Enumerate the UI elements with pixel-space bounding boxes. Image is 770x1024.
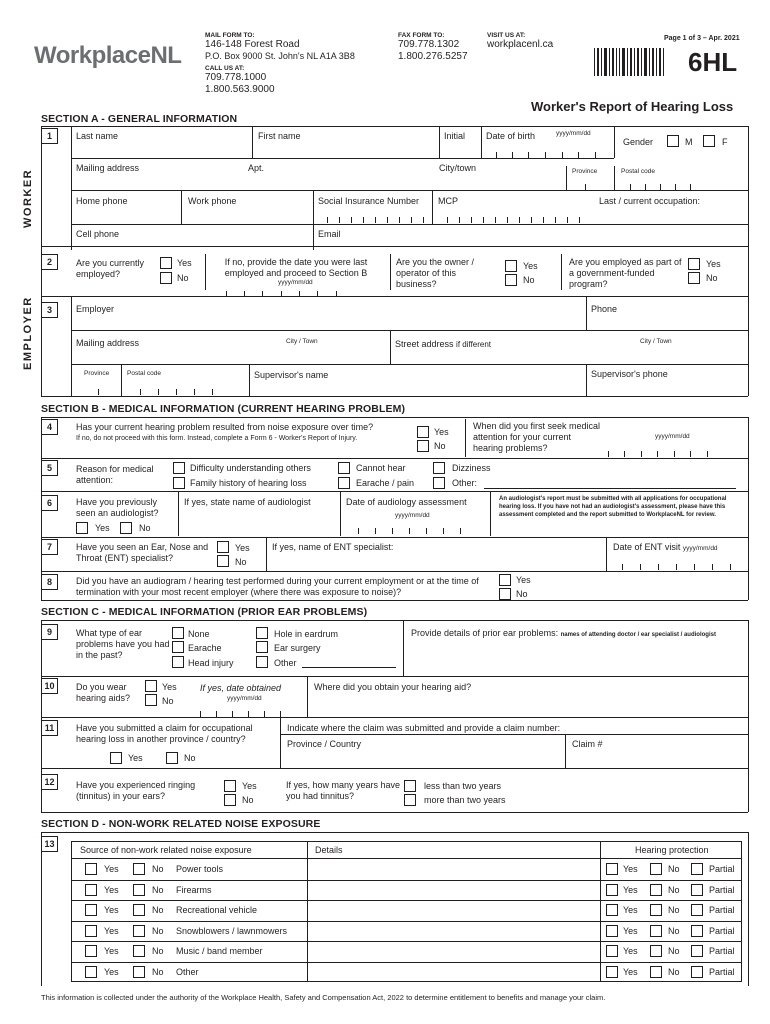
call-phone2: 1.800.563.9000: [205, 84, 275, 95]
noise-no-checkbox[interactable]: [417, 440, 429, 452]
first-seek-question: When did you first seek medical attention for your current hearing problems?: [473, 421, 601, 453]
protection-no-label: No: [668, 905, 680, 915]
protection-no-checkbox[interactable]: [650, 904, 662, 916]
claim-number-label: Claim #: [572, 739, 603, 749]
exposure-source-label: Snowblowers / lawnmowers: [176, 926, 288, 936]
hearing-aid-where-label: Where did you obtain your hearing aid?: [314, 682, 472, 692]
work-phone-label: Work phone: [188, 196, 237, 206]
hearing-aids-no-label: No: [162, 696, 174, 706]
question-7-number: 7: [41, 539, 58, 555]
hearing-aids-yes-checkbox[interactable]: [145, 680, 157, 692]
audiologist-no-checkbox[interactable]: [120, 522, 132, 534]
last-name-label: Last name: [76, 131, 119, 141]
employer-mailing-label: Mailing address: [76, 338, 140, 348]
employer-phone-label: Phone: [591, 304, 618, 314]
other-claim-question: Have you submitted a claim for occupational hearing loss in another province / country?: [76, 723, 253, 744]
tinnitus-less-checkbox[interactable]: [404, 780, 416, 792]
reason-family-checkbox[interactable]: [173, 477, 185, 489]
employed-no-label: No: [177, 273, 189, 283]
govt-no-label: No: [706, 273, 718, 283]
prior-hole-checkbox[interactable]: [256, 627, 268, 639]
hearing-aids-no-checkbox[interactable]: [145, 694, 157, 706]
section-d-title: SECTION D - NON-WORK RELATED NOISE EXPOSURE: [41, 818, 321, 830]
exposure-source-label: Other: [176, 967, 199, 977]
reason-difficulty-checkbox[interactable]: [173, 462, 185, 474]
employer-city-label: City / Town: [286, 338, 318, 345]
exposure-no-label: No: [152, 905, 164, 915]
exposure-source-label: Music / band member: [176, 946, 263, 956]
noise-exposure-question: Has your current hearing problem resulted from noise exposure over time?: [76, 422, 374, 432]
exposure-no-label: No: [152, 885, 164, 895]
employed-question: Are you currently employed?: [76, 258, 145, 279]
protection-partial-label: Partial: [709, 885, 735, 895]
protection-partial-label: Partial: [709, 905, 735, 915]
footer-statement: This information is collected under the authority of the Workplace Health, Safety and Compensation Act, 2022 to determine entitlement to benefits and manage your claim.: [41, 993, 606, 1002]
employer-side-label: EMPLOYER: [22, 296, 34, 370]
exposure-no-checkbox[interactable]: [133, 884, 145, 896]
protection-yes-label: Yes: [623, 946, 638, 956]
prior-hole-label: Hole in eardrum: [274, 629, 339, 639]
question-1-number: 1: [41, 128, 58, 144]
exposure-yes-checkbox[interactable]: [85, 966, 97, 978]
ent-no-checkbox[interactable]: [217, 555, 229, 567]
email-label: Email: [318, 229, 341, 239]
protection-yes-checkbox[interactable]: [606, 925, 618, 937]
protection-yes-label: Yes: [623, 885, 638, 895]
protection-no-checkbox[interactable]: [650, 863, 662, 875]
last-employed-date-format: yyyy/mm/dd: [278, 279, 313, 286]
question-10-number: 10: [41, 678, 58, 694]
prior-head-injury-checkbox[interactable]: [172, 656, 184, 668]
exposure-no-label: No: [152, 946, 164, 956]
dob-label: Date of birth: [486, 131, 536, 141]
reason-dizziness-checkbox[interactable]: [433, 462, 445, 474]
audiogram-yes-checkbox[interactable]: [499, 574, 511, 586]
employer-label: Employer: [76, 304, 115, 314]
question-3-number: 3: [41, 302, 58, 318]
tinnitus-no-label: No: [242, 795, 254, 805]
reason-earache-checkbox[interactable]: [338, 477, 350, 489]
ent-question: Have you seen an Ear, Nose and Throat (ENT) specialist?: [76, 542, 209, 563]
employer-province-label: Province: [84, 370, 110, 377]
other-claim-no-checkbox[interactable]: [166, 752, 178, 764]
audiologist-name-label: If yes, state name of audiologist: [184, 497, 311, 507]
exposure-yes-checkbox[interactable]: [85, 945, 97, 957]
fax-phone1: 709.778.1302: [398, 39, 460, 50]
tinnitus-no-checkbox[interactable]: [224, 794, 236, 806]
gender-male-checkbox[interactable]: [667, 135, 679, 147]
question-4-number: 4: [41, 419, 58, 435]
province-label: Province: [572, 168, 598, 175]
protection-no-label: No: [668, 885, 680, 895]
govt-yes-label: Yes: [706, 259, 721, 269]
prior-surgery-checkbox[interactable]: [256, 641, 268, 653]
street-city-label: City / Town: [640, 338, 672, 345]
sin-label: Social Insurance Number: [318, 196, 420, 206]
prior-other-label: Other: [274, 658, 297, 668]
ent-yes-label: Yes: [235, 543, 250, 553]
protection-yes-checkbox[interactable]: [606, 884, 618, 896]
exposure-yes-label: Yes: [104, 946, 119, 956]
exposure-no-label: No: [152, 967, 164, 977]
dob-format: yyyy/mm/dd: [556, 130, 591, 137]
first-seek-date-format: yyyy/mm/dd: [655, 433, 690, 440]
reason-cannot-hear-label: Cannot hear: [356, 463, 406, 473]
mail-label: MAIL FORM TO:: [205, 32, 255, 39]
govt-program-question: Are you employed as part of a government-funded program?: [569, 257, 682, 289]
protection-partial-label: Partial: [709, 967, 735, 977]
apt-label: Apt.: [248, 163, 265, 173]
exposure-no-checkbox[interactable]: [133, 945, 145, 957]
ent-no-label: No: [235, 557, 247, 567]
reason-other-label: Other:: [452, 478, 478, 488]
exposure-source-label: Firearms: [176, 885, 212, 895]
exposure-yes-label: Yes: [104, 905, 119, 915]
section-b-title: SECTION B - MEDICAL INFORMATION (CURRENT HEARING PROBLEM): [41, 403, 406, 415]
first-name-label: First name: [258, 131, 301, 141]
audiogram-no-label: No: [516, 589, 528, 599]
noise-yes-checkbox[interactable]: [417, 426, 429, 438]
question-13-number: 13: [41, 836, 58, 852]
tinnitus-yes-checkbox[interactable]: [224, 780, 236, 792]
ent-name-label: If yes, name of ENT specialist:: [272, 542, 394, 552]
reason-dizziness-label: Dizziness: [452, 463, 491, 473]
protection-partial-checkbox[interactable]: [691, 904, 703, 916]
protection-no-checkbox[interactable]: [650, 966, 662, 978]
employed-no-checkbox[interactable]: [160, 272, 172, 284]
protection-no-label: No: [668, 967, 680, 977]
owner-no-label: No: [523, 275, 535, 285]
exposure-no-checkbox[interactable]: [133, 904, 145, 916]
protection-yes-label: Yes: [623, 905, 638, 915]
barcode-icon: [594, 48, 664, 76]
owner-no-checkbox[interactable]: [505, 274, 517, 286]
supervisor-name-label: Supervisor's name: [254, 370, 329, 380]
exposure-yes-checkbox[interactable]: [85, 884, 97, 896]
exposure-details-field[interactable]: [308, 963, 599, 981]
logo: WorkplaceNL: [34, 42, 182, 69]
protection-partial-checkbox[interactable]: [691, 863, 703, 875]
ent-yes-checkbox[interactable]: [217, 541, 229, 553]
visit-url[interactable]: workplacenl.ca: [487, 39, 554, 50]
col-source-header: Source of non-work related noise exposure: [80, 845, 252, 855]
audiologist-no-label: No: [139, 523, 151, 533]
initial-label: Initial: [444, 131, 466, 141]
audiology-date-format: yyyy/mm/dd: [395, 512, 430, 519]
mailing-address-label: Mailing address: [76, 163, 140, 173]
owner-yes-label: Yes: [523, 261, 538, 271]
gender-label: Gender: [623, 137, 654, 147]
exposure-details-field[interactable]: [308, 901, 599, 919]
fax-phone2: 1.800.276.5257: [398, 51, 468, 62]
protection-yes-label: Yes: [623, 926, 638, 936]
mail-line2: P.O. Box 9000 St. John's NL A1A 3B8: [205, 51, 355, 61]
gender-female-checkbox[interactable]: [703, 135, 715, 147]
exposure-yes-label: Yes: [104, 864, 119, 874]
exposure-details-field[interactable]: [308, 860, 599, 878]
prior-ear-question: What type of ear problems have you had in the past?: [76, 628, 170, 660]
tinnitus-question: Have you experienced ringing (tinnitus) in your ears?: [76, 780, 196, 801]
form-code: 6HL: [688, 47, 738, 77]
exposure-source-label: Power tools: [176, 864, 224, 874]
prior-surgery-label: Ear surgery: [274, 643, 321, 653]
owner-yes-checkbox[interactable]: [505, 260, 517, 272]
protection-partial-label: Partial: [709, 864, 735, 874]
protection-no-checkbox[interactable]: [650, 925, 662, 937]
noise-yes-label: Yes: [434, 427, 449, 437]
question-5-number: 5: [41, 460, 58, 476]
protection-partial-checkbox[interactable]: [691, 884, 703, 896]
protection-no-checkbox[interactable]: [650, 945, 662, 957]
audiologist-yes-label: Yes: [95, 523, 110, 533]
employed-yes-checkbox[interactable]: [160, 257, 172, 269]
reason-earache-label: Earache / pain: [356, 478, 415, 488]
home-phone-label: Home phone: [76, 196, 128, 206]
exposure-no-checkbox[interactable]: [133, 925, 145, 937]
exposure-details-field[interactable]: [308, 881, 599, 899]
exposure-yes-checkbox[interactable]: [85, 863, 97, 875]
tinnitus-less-label: less than two years: [424, 781, 502, 791]
exposure-yes-checkbox[interactable]: [85, 904, 97, 916]
reason-cannot-hear-checkbox[interactable]: [338, 462, 350, 474]
protection-yes-checkbox[interactable]: [606, 863, 618, 875]
protection-yes-checkbox[interactable]: [606, 904, 618, 916]
fax-label: FAX FORM TO:: [398, 32, 445, 39]
audiologist-report-note: An audiologist's report must be submitted with all applications for occupational hearing loss. If you have not had an audiologist's assessment, please have this assessment completed and the report submitted to WorkplaceNL for review.: [499, 496, 727, 518]
tinnitus-more-checkbox[interactable]: [404, 794, 416, 806]
other-claim-no-label: No: [184, 753, 196, 763]
protection-yes-checkbox[interactable]: [606, 945, 618, 957]
protection-yes-checkbox[interactable]: [606, 966, 618, 978]
cell-phone-label: Cell phone: [76, 229, 120, 239]
section-c-title: SECTION C - MEDICAL INFORMATION (PRIOR EAR PROBLEMS): [41, 606, 368, 618]
employer-postal-label: Postal code: [127, 370, 161, 377]
exposure-yes-checkbox[interactable]: [85, 925, 97, 937]
reason-family-label: Family history of hearing loss: [190, 478, 307, 488]
col-details-header: Details: [315, 845, 343, 855]
protection-partial-checkbox[interactable]: [691, 945, 703, 957]
street-address-label: Street address if different: [395, 339, 492, 349]
exposure-no-checkbox[interactable]: [133, 966, 145, 978]
other-claim-yes-checkbox[interactable]: [110, 752, 122, 764]
question-6-number: 6: [41, 495, 58, 511]
protection-no-checkbox[interactable]: [650, 884, 662, 896]
protection-partial-checkbox[interactable]: [691, 966, 703, 978]
ent-date-label: Date of ENT visit yyyy/mm/dd: [613, 542, 718, 552]
noise-no-label: No: [434, 441, 446, 451]
gender-female-label: F: [722, 137, 728, 147]
prior-details-label: Provide details of prior ear problems: names of attending doctor / ear specialist / audiologist: [411, 628, 716, 638]
question-9-number: 9: [41, 624, 58, 640]
govt-no-checkbox[interactable]: [688, 272, 700, 284]
question-12-number: 12: [41, 774, 58, 790]
hearing-aid-date-format: yyyy/mm/dd: [227, 695, 262, 702]
audiology-date-label: Date of audiology assessment: [346, 497, 467, 507]
visit-label: VISIT US AT:: [487, 32, 526, 39]
protection-yes-label: Yes: [623, 967, 638, 977]
tinnitus-years-question: If yes, how many years have you had tinnitus?: [286, 780, 401, 801]
question-8-number: 8: [41, 574, 58, 590]
exposure-yes-label: Yes: [104, 885, 119, 895]
worker-side-label: WORKER: [22, 168, 34, 228]
supervisor-phone-label: Supervisor's phone: [591, 369, 668, 379]
mail-line1: 146-148 Forest Road: [205, 39, 300, 50]
hearing-aids-yes-label: Yes: [162, 682, 177, 692]
exposure-details-field[interactable]: [308, 922, 599, 940]
other-claim-yes-label: Yes: [128, 753, 143, 763]
govt-yes-checkbox[interactable]: [688, 258, 700, 270]
exposure-no-label: No: [152, 864, 164, 874]
audiogram-yes-label: Yes: [516, 575, 531, 585]
hearing-aids-question: Do you wear hearing aids?: [76, 682, 131, 703]
mcp-label: MCP: [438, 196, 458, 206]
section-a-title: SECTION A - GENERAL INFORMATION: [41, 113, 238, 125]
reason-other-checkbox[interactable]: [433, 477, 445, 489]
exposure-details-field[interactable]: [308, 942, 599, 960]
prior-none-checkbox[interactable]: [172, 627, 184, 639]
form-title: Worker's Report of Hearing Loss: [531, 99, 734, 114]
audiologist-question: Have you previously seen an audiologist?: [76, 497, 159, 518]
exposure-source-label: Recreational vehicle: [176, 905, 258, 915]
protection-no-label: No: [668, 864, 680, 874]
reason-difficulty-label: Difficulty understanding others: [190, 463, 311, 473]
question-11-number: 11: [41, 720, 58, 736]
prior-none-label: None: [188, 629, 210, 639]
protection-no-label: No: [668, 926, 680, 936]
exposure-no-checkbox[interactable]: [133, 863, 145, 875]
prior-earache-label: Earache: [188, 643, 222, 653]
employed-yes-label: Yes: [177, 258, 192, 268]
audiogram-no-checkbox[interactable]: [499, 588, 511, 600]
exposure-yes-label: Yes: [104, 967, 119, 977]
postal-code-label: Postal code: [621, 168, 655, 175]
tinnitus-yes-label: Yes: [242, 781, 257, 791]
prior-head-injury-label: Head injury: [188, 658, 234, 668]
last-employed-question: If no, provide the date you were last employed and proceed to Section B: [224, 257, 368, 278]
page-number: Page 1 of 3 – Apr. 2021: [664, 35, 740, 42]
reason-question: Reason for medical attention:: [76, 464, 154, 485]
audiogram-question: Did you have an audiogram / hearing test performed during your current employment or at the time of termination with your most recent employer (where there was exposure to noise)?: [76, 576, 479, 597]
gender-male-label: M: [685, 137, 693, 147]
exposure-yes-label: Yes: [104, 926, 119, 936]
claim-indicate-label: Indicate where the claim was submitted and provide a claim number:: [287, 723, 561, 733]
occupation-label: Last / current occupation:: [599, 196, 701, 206]
prior-other-checkbox[interactable]: [256, 656, 268, 668]
claim-province-label: Province / Country: [287, 739, 362, 749]
owner-question: Are you the owner / operator of this business?: [396, 257, 475, 289]
call-label: CALL US AT:: [205, 65, 245, 72]
col-protection-header: Hearing protection: [635, 845, 709, 855]
hearing-aid-date-label: If yes, date obtained: [200, 683, 282, 693]
exposure-no-label: No: [152, 926, 164, 936]
protection-partial-label: Partial: [709, 946, 735, 956]
protection-partial-label: Partial: [709, 926, 735, 936]
city-town-label: City/town: [439, 163, 477, 173]
noise-exposure-note: If no, do not proceed with this form. Instead, complete a Form 6 - Worker's Report of Injury.: [76, 435, 358, 442]
protection-partial-checkbox[interactable]: [691, 925, 703, 937]
call-phone1: 709.778.1000: [205, 72, 267, 83]
tinnitus-more-label: more than two years: [424, 795, 506, 805]
prior-earache-checkbox[interactable]: [172, 641, 184, 653]
question-2-number: 2: [41, 254, 58, 270]
protection-no-label: No: [668, 946, 680, 956]
audiologist-yes-checkbox[interactable]: [76, 522, 88, 534]
protection-yes-label: Yes: [623, 864, 638, 874]
